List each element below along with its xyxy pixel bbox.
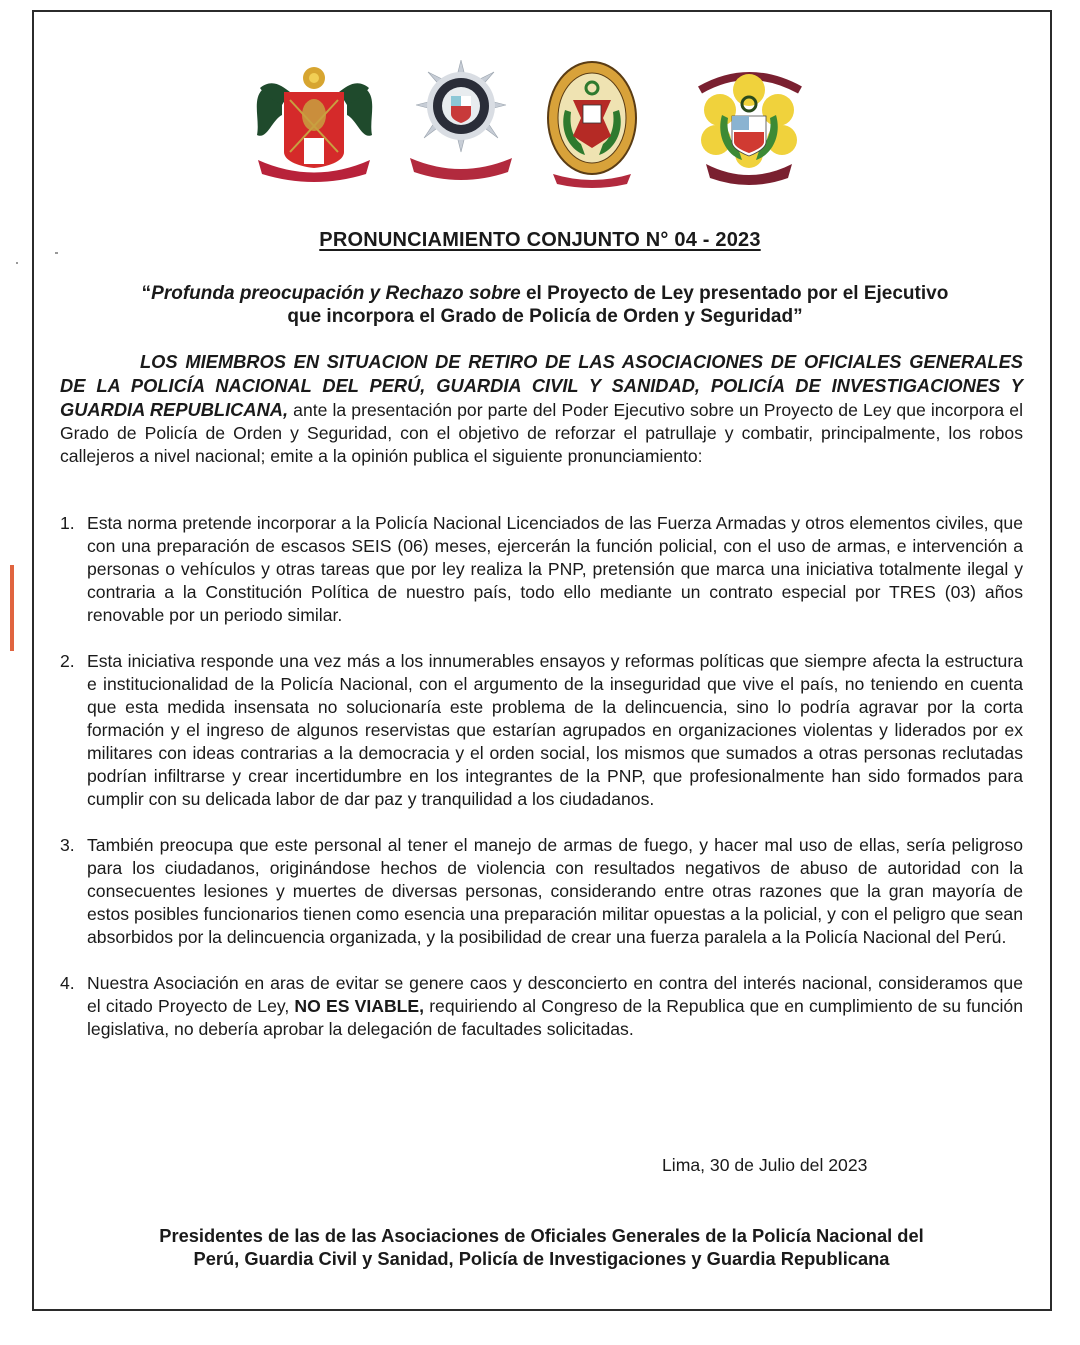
- list-item: 4. Nuestra Asociación en aras de evitar se genere caos y desconcierto en contra del interés nacional, consideramos que el citado Proyecto de Ley, NO ES VIABLE, requiriendo al Congreso de la Republica que en cumplimiento de su función legislativa, no debería aprobar la delegación de facultades solicitadas.: [60, 973, 1023, 1039]
- signature-block: Presidentes de las de las Asociaciones de Oficiales Generales de la Policía Nacional del Perú, Guardia Civil y Sanidad, Policía de Investigaciones y Guardia Republicana: [159, 1225, 924, 1269]
- margin-highlight-mark: [10, 565, 14, 651]
- document-subtitle: “Profunda preocupación y Rechazo sobre el Proyecto de Ley presentado por el Ejecutivo que incorpora el Grado de Policía de Orden y Seguridad”: [141, 283, 949, 327]
- list-item: 2. Esta iniciativa responde una vez más a los innumerables ensayos y reformas políticas que siempre afecta la estructura e institucionalidad de la Policía Nacional, con el argumento de la inseguridad que vive el país, no teniendo en cuenta que esta medida insensata no solucionaría este problema de la delincuencia, sino lo podría agravar por la corta formación y el ingreso de algunos reservistas que estarían agrupados en organizaciones violentas y liderados por ex militares con ideas contrarias a la democracia y el orden social, los mismos que sumados a otras personas reclutadas podrían infiltrarse y crear incertidumbre en los integrantes de la PNP, que profesionalmente han sido formados para cumplir con su delicada labor de dar paz y tranquilidad a los ciudadanos.: [60, 651, 1023, 809]
- guardia-republicana-emblem-icon: [692, 60, 807, 188]
- adogen-pnp-emblem-icon: [545, 60, 640, 188]
- list-item: 1. Esta norma pretende incorporar a la Policía Nacional Licenciados de las Fuerza Armadas y otros elementos civiles, que con una preparación de escasos SEIS (06) meses, ejercerán la función policial, con el uso de armas, e intervención a personas o vehículos y otras tareas que por ley realiza la PNP, pretensión que marca una iniciativa totalmente ilegal y contraria a la Constitución Política de nuestro país, todo ello mediante un contrato especial por TRES (03) años renovable por un periodo similar.: [60, 513, 1023, 625]
- guardia-civil-emblem-icon: [252, 60, 377, 188]
- intro-lead: LOS MIEMBROS EN SITUACION DE RETIRO DE LAS ASOCIACIONES DE OFICIALES GENERALES DE LA POLICÍA NACIONAL DEL PERÚ, GUARDIA CIVIL Y SANIDAD, POLICÍA DE INVESTIGACIONES Y GUARDIA REPUBLICANA,: [60, 351, 1023, 420]
- document-date: Lima, 30 de Julio del 2023: [662, 1155, 868, 1175]
- scan-speck: [55, 252, 58, 254]
- intro-paragraph: [60, 350, 1023, 468]
- scan-speck: [16, 262, 18, 264]
- list-item: 3. También preocupa que este personal al tener el manejo de armas de fuego, y hacer mal uso de ellas, sería peligroso para los ciudadanos, originándose hechos de violencia con resultados negativos de abuso de autoridad con la consecuentes lesiones y muertes de diversas personas, considerando entre otras razones que la gran mayoría de estos posibles funcionarios tienen como esencia una preparación militar opuestas a la policial, y con el peligro que sean absorbidos por la delincuencia organizada, y la posibilidad de crear una fuerza paralela a la Policía Nacional del Perú.: [60, 835, 1023, 947]
- no-es-viable-emphasis: NO ES VIABLE,: [294, 996, 425, 1016]
- document-title: PRONUNCIAMIENTO CONJUNTO N° 04 - 2023: [319, 229, 761, 251]
- points-list: [60, 512, 1023, 1064]
- intro-text: ante la presentación por parte del Poder Ejecutivo sobre un Proyecto de Ley que incorpora el Grado de Policía de Orden y Seguridad, con el objetivo de reforzar el patrullaje y combatir, principalmente, los robos callejeros a nivel nacional; emite a la opinión publica el siguiente pronunciamiento:: [60, 400, 1024, 466]
- emblem-row: [0, 60, 1080, 190]
- investigaciones-emblem-icon: [406, 60, 516, 188]
